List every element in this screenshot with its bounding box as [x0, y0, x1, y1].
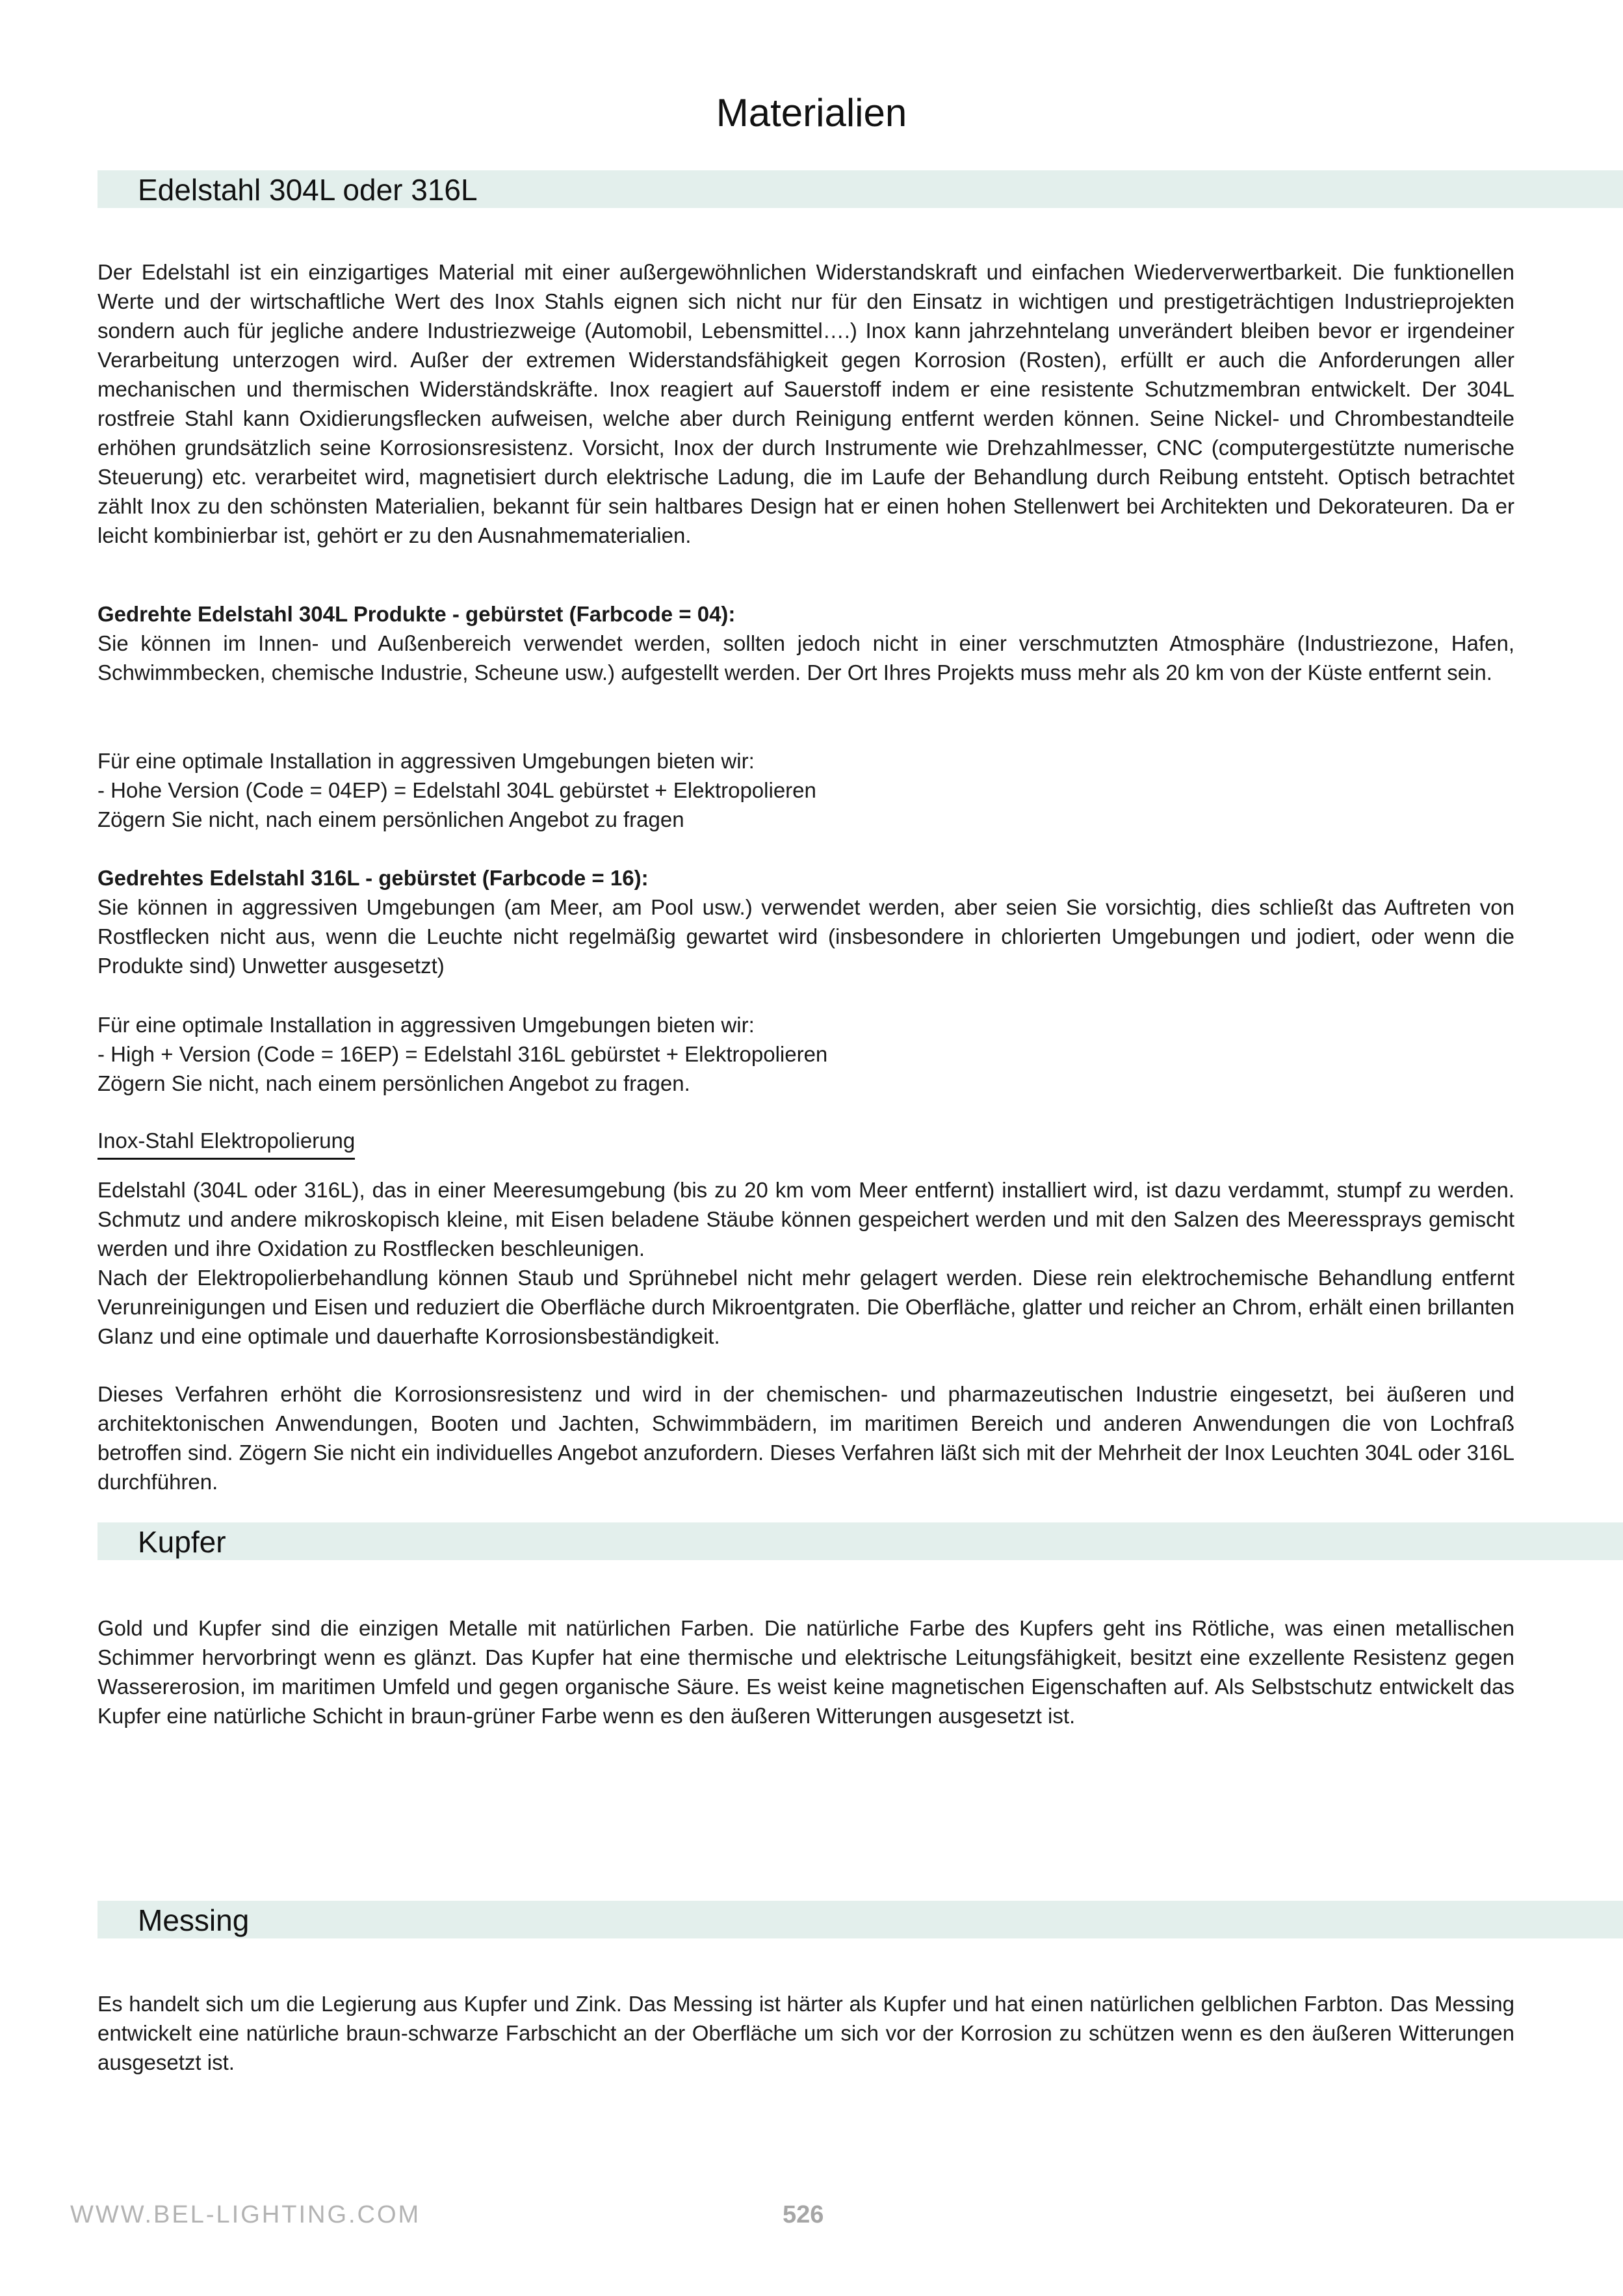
elektropolierung-block-2	[97, 1379, 1514, 1496]
edelstahl-intro-paragraph: Der Edelstahl ist ein einzigartiges Material mit einer außergewöhnlichen Widerstandskraft und einfachen Wiederverwertbarkeit. Die funktionellen Werte und der wirtschaftliche Wert des Inox Stahls eignen sich nicht nur für den Einsatz in wichtigen und prestigeträchtigen Industrieprojekten sondern auch für jegliche andere Industriezweige (Automobil, Lebensmittel….) Inox kann jahrzehntelang unverändert bleiben bevor er irgendeiner Verarbeitung unterzogen wird. Außer der extremen Widerstandsfähigkeit gegen Korrosion (Rosten), erfüllt er auch die Anforderungen aller mechanischen und thermischen Widerständskräfte. Inox reagiert auf Sauerstoff indem er eine resistente Schutzmembran entwickelt. Der 304L rostfreie Stahl kann Oxidierungsflecken aufweisen, welche aber durch Reinigung entfernt werden können. Seine Nickel- und Chrombestandteile erhöhen grundsätzlich seine Korrosionsresistenz. Vorsicht, Inox der durch Instrumente wie Drehzahlmesser, CNC (computergestützte numerische Steuerung) etc. verarbeitet wird, magnetisiert durch elektrische Ladung, die im Laufe der Behandlung durch Reibung entsteht. Optisch betrachtet zählt Inox zu den schönsten Materialien, bekannt für sein haltbares Design hat er einen hohen Stellenwert bei Architekten und Dekorateuren. Da er leicht kombinierbar ist, gehört er zu den Ausnahmematerialien.	[97, 260, 1514, 547]
offer-line: Für eine optimale Installation in aggressiven Umgebungen bieten wir:	[97, 749, 755, 773]
footer-website[interactable]: WWW.BEL-LIGHTING.COM	[70, 2201, 421, 2228]
offer-line: Zögern Sie nicht, nach einem persönlichen Angebot zu fragen	[97, 807, 684, 831]
kupfer-body-wrap	[97, 1613, 1514, 1730]
section-title-kupfer: Kupfer	[138, 1525, 226, 1559]
edelstahl-316-offer	[97, 1010, 1514, 1098]
messing-body-wrap	[97, 1989, 1514, 2077]
section-header-edelstahl	[97, 170, 1623, 208]
edelstahl-316-body: Sie können in aggressiven Umgebungen (am Meer, am Pool usw.) verwendet werden, aber seien Sie vorsichtig, dies schließt das Auftreten von Rostflecken nicht aus, wenn die Leuchte nicht regelmäßig gewartet wird (insbesondere in chlorierten Umgebungen und jodiert, oder wenn die Produkte sind) Unwetter ausgesetzt)	[97, 895, 1514, 978]
section-header-messing	[97, 1901, 1623, 1938]
edelstahl-316-heading: Gedrehtes Edelstahl 316L - gebürstet (Farbcode = 16):	[97, 866, 649, 890]
messing-body: Es handelt sich um die Legierung aus Kupfer und Zink. Das Messing ist härter als Kupfer und hat einen natürlichen gelblichen Farbton. Das Messing entwickelt eine natürliche braun-schwarze Farbschicht an der Oberfläche um sich vor der Korrosion zu schützen wenn es den äußeren Witterungen ausgesetzt ist.	[97, 1992, 1514, 2074]
kupfer-body: Gold und Kupfer sind die einzigen Metalle mit natürlichen Farben. Die natürliche Farbe des Kupfers geht ins Rötliche, was einen metallischen Schimmer hervorbringt wenn es glänzt. Das Kupfer hat eine thermische und elektrische Leitungsfähigkeit, besitzt eine exzellente Resistenz gegen Wassererosion, im maritimen Umfeld und gegen organische Säure. Es weist keine magnetischen Eigenschaften auf. Als Selbstschutz entwickelt das Kupfer eine natürliche Schicht in braun-grüner Farbe wenn es den äußeren Witterungen ausgesetzt ist.	[97, 1616, 1514, 1728]
elektropolierung-heading-wrap	[97, 1126, 1514, 1160]
edelstahl-304-body: Sie können im Innen- und Außenbereich verwendet werden, sollten jedoch nicht in einer verschmutzten Atmosphäre (Industriezone, Hafen, Schwimmbecken, chemische Industrie, Scheune usw.) aufgestellt werden. Der Ort Ihres Projekts muss mehr als 20 km von der Küste entfernt sein.	[97, 631, 1514, 685]
section-title-edelstahl: Edelstahl 304L oder 316L	[138, 173, 478, 207]
offer-line: Zögern Sie nicht, nach einem persönlichen Angebot zu fragen.	[97, 1071, 690, 1095]
elektropolierung-paragraph-1: Edelstahl (304L oder 316L), das in einer Meeresumgebung (bis zu 20 km vom Meer entfernt) installiert wird, ist dazu verdammt, stumpf zu werden. Schmutz und andere mikroskopisch kleine, mit Eisen beladene Stäube können gespeichert werden und mit den Salzen des Meeressprays gemischt werden und ihre Oxidation zu Rostflecken beschleunigen.	[97, 1178, 1514, 1260]
section-header-kupfer	[97, 1522, 1623, 1560]
edelstahl-316-block	[97, 863, 1514, 980]
edelstahl-intro	[97, 257, 1514, 550]
offer-line: - High + Version (Code = 16EP) = Edelstahl 316L gebürstet + Elektropolieren	[97, 1042, 828, 1066]
offer-line: Für eine optimale Installation in aggressiven Umgebungen bieten wir:	[97, 1013, 755, 1037]
elektropolierung-heading: Inox-Stahl Elektropolierung	[97, 1126, 355, 1160]
elektropolierung-paragraph-3: Dieses Verfahren erhöht die Korrosionsresistenz und wird in der chemischen- und pharmazeutischen Industrie eingesetzt, bei äußeren und architektonischen Anwendungen, Booten und Jachten, Schwimmbädern, im maritimen Bereich und anderen Anwendungen die von Lochfraß betroffen sind. Zögern Sie nicht ein individuelles Angebot anzufordern. Dieses Verfahren läßt sich mit der Mehrheit der Inox Leuchten 304L oder 316L durchführen.	[97, 1382, 1514, 1494]
offer-line: - Hohe Version (Code = 04EP) = Edelstahl 304L gebürstet + Elektropolieren	[97, 778, 816, 802]
edelstahl-304-heading: Gedrehte Edelstahl 304L Produkte - gebürstet (Farbcode = 04):	[97, 602, 736, 626]
edelstahl-304-offer	[97, 746, 1514, 834]
elektropolierung-paragraph-2: Nach der Elektropolierbehandlung können Staub und Sprühnebel nicht mehr gelagert werden. Diese rein elektrochemische Behandlung entfernt Verunreinigungen und Eisen und reduziert die Oberfläche durch Mikroentgraten. Die Oberfläche, glatter und reicher an Chrom, erhält einen brillanten Glanz und eine optimale und dauerhafte Korrosionsbeständigkeit.	[97, 1266, 1514, 1348]
elektropolierung-block	[97, 1175, 1514, 1351]
page-title: Materialien	[716, 91, 907, 135]
section-title-messing: Messing	[138, 1903, 250, 1937]
edelstahl-304-block	[97, 599, 1514, 687]
footer-page-number: 526	[783, 2201, 824, 2228]
